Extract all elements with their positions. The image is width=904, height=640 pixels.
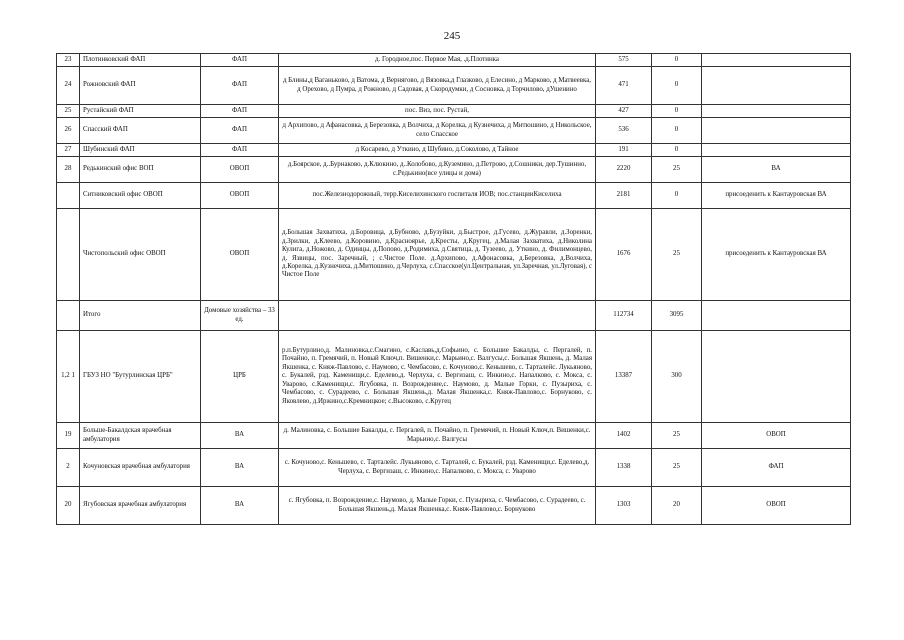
row-number <box>57 183 80 209</box>
note <box>702 105 851 118</box>
facility-name: Ягубовская врачебная амбулатория <box>80 487 201 525</box>
served-villages: д. Малиновка, с. Большие Бакалды, с. Пергалей, п. Почайно, п. Гремячий, п. Новый Ключ,п. Вишенки,с. Марьино,с. Валгусы <box>279 423 596 449</box>
facility-name: Итого <box>80 301 201 331</box>
facility-type: ОВОП <box>201 183 279 209</box>
facility-name: Спасский ФАП <box>80 118 201 144</box>
note: ОВОП <box>702 487 851 525</box>
staff-count: 25 <box>652 449 702 487</box>
staff-count: 25 <box>652 157 702 183</box>
table-row <box>57 144 851 157</box>
table-row <box>57 67 851 105</box>
served-villages: д. Городное,пос. Первое Мая, .д.Плотинка <box>279 54 596 67</box>
facility-name: Шубинский ФАП <box>80 144 201 157</box>
row-number: 19 <box>57 423 80 449</box>
row-number: 23 <box>57 54 80 67</box>
facility-type: ФАП <box>201 67 279 105</box>
facility-type: ВА <box>201 423 279 449</box>
staff-count: 300 <box>652 331 702 423</box>
table-row <box>57 449 851 487</box>
facility-name: Кочуновская врачебная амбулатория <box>80 449 201 487</box>
note: присоеденить к Кантауровская ВА <box>702 209 851 301</box>
note: ВА <box>702 157 851 183</box>
note <box>702 144 851 157</box>
served-villages: с. Ягубовка, п. Возрождение,с. Наумово, д. Малые Горки, с. Пузыриха, с. Чембасово, с. Сурадеево, с. Большая Якшень,д. Малая Якшенка,с. Княж-Павлово,с. Борнуково <box>279 487 596 525</box>
row-number: 1,2 1 <box>57 331 80 423</box>
staff-count: 0 <box>652 144 702 157</box>
table-row <box>57 423 851 449</box>
staff-count: 3095 <box>652 301 702 331</box>
note <box>702 67 851 105</box>
facility-type: ВА <box>201 449 279 487</box>
note: присоеденить к Кантауровская ВА <box>702 183 851 209</box>
population: 1676 <box>596 209 652 301</box>
staff-count: 0 <box>652 105 702 118</box>
staff-count: 0 <box>652 54 702 67</box>
facility-type: Домовые хозяйства – 33 ед. <box>201 301 279 331</box>
population: 1303 <box>596 487 652 525</box>
table-row <box>57 331 851 423</box>
row-number <box>57 301 80 331</box>
row-number <box>57 209 80 301</box>
served-villages: с. Кочуново,с. Кеньшево, с. Тарталейс. Лукьяново, с. Тарталей, с. Букалей, рзд. Каменищи,с. Еделево,д. Черлуха, с. Вергизаш, с. Инкино,с. Напалково, с. Мокса, с. Уварово <box>279 449 596 487</box>
population: 1402 <box>596 423 652 449</box>
staff-count: 0 <box>652 183 702 209</box>
row-number: 2 <box>57 449 80 487</box>
population: 1338 <box>596 449 652 487</box>
facility-type: ОВОП <box>201 157 279 183</box>
staff-count: 25 <box>652 423 702 449</box>
served-villages: д Блины,д Ваганьково, д Ватома, д Вернягово, д Вязовка,д Глазково, д Елесино, д Марково, д Матвеевка, д Орехово, д Пумра, д Рожново, д Садовая, д Скородумки, д Сосновка, д Торчилово, дУшенино <box>279 67 596 105</box>
note <box>702 54 851 67</box>
page-number: 245 <box>443 30 461 42</box>
facility-type: ФАП <box>201 105 279 118</box>
population: 575 <box>596 54 652 67</box>
note: ФАП <box>702 449 851 487</box>
facility-type: ОВОП <box>201 209 279 301</box>
served-villages <box>279 301 596 331</box>
row-number: 28 <box>57 157 80 183</box>
row-number: 27 <box>57 144 80 157</box>
served-villages: пос.Железнодорожный, терр.Киселихинского госпиталя ИОВ; пос.станцииКиселиха <box>279 183 596 209</box>
row-number: 26 <box>57 118 80 144</box>
facility-type: ФАП <box>201 54 279 67</box>
row-number: 25 <box>57 105 80 118</box>
table-row <box>57 157 851 183</box>
table-body <box>57 54 851 525</box>
population: 471 <box>596 67 652 105</box>
served-villages: р.п.Бутурлино,д. Малиновка,с.Смагино, с.Каславь,д.Софьино, с. Большие Бакалды, с. Пергалей, п. Почайно, п. Гремячий, п. Новый Ключ,п. Вишенки,с. Марьино,с. Валгусы,с. Большая Якшень, д. Малая Якшенка, с. Княж-Павлово, с. Наумово, с. Чембасово, с. Кочуново,с. Кеньшево, с. Тарталейс. Лукьяново, с. Букалей, рзд. Каменищи,с. Еделево,д. Черлуха, с. Вергизаш, с. Инкино,с. Напалково, с. Мокса, с. Уварово, с.Каменищи,с. Ягубовка, п. Возрождение,с. Наумово, д. Малые Горки, с. Пузыриха, с. Чембасово, с. Сурадеево, с. Большая Якшень,д. Малая Якшенка,с. Княж-Павлово,с. Борнуково, с. Яковлево, д.Иржино,с.Кремницкое; с.Высоково, с.Кругец <box>279 331 596 423</box>
facility-name: Рожновский ФАП <box>80 67 201 105</box>
served-villages: д Архипово, д Афанасовка, д Березовка, д Волчиха, д Корелка, д Кузнечиха, д Митюшино, д Никольское, село Спасское <box>279 118 596 144</box>
population: 112734 <box>596 301 652 331</box>
facility-name: Редькинский офис ВОП <box>80 157 201 183</box>
staff-count: 25 <box>652 209 702 301</box>
facility-name: Плотинковский ФАП <box>80 54 201 67</box>
table-row <box>57 487 851 525</box>
note <box>702 331 851 423</box>
served-villages: д.Боярское, д..Бурнаково, д.Клюкино, д..Колобово, д.Куземино, д.Петрово, д.Сошники, дер.Тушинно, с.Редькино(все улицы и дома) <box>279 157 596 183</box>
staff-count: 0 <box>652 118 702 144</box>
served-villages: д.Большая Захватиха, д.Боровица, д.Бубново, д.Бузуйки, д.Быстрое, д.Гусево, д.Журавли, д.Зоренки, д.Зрилки, д.Клеево, д.Коровино, д.Красноярье, д.Кресты, д.Кругец, д.Малая Захватиха, д.Николина Кулига, д.Ножово, д. Одинцы, д.Попово, д.Родимиха, д.Святица, д. Тузеево, д. Уткино, д. Филимонцево, д. Язвицы, пос. Заречный, ; с.Чистое Поле. д.Архипово, д.Афонасовка, д.Березовка, д.Волчиха, д.Корелка, д.Кузнечиха, д.Митюшино, д.Черлуха, с.Спасское(ул.Центральная, ул.Заречная, ул.Луговая), с Чистое Поле <box>279 209 596 301</box>
staff-count: 0 <box>652 67 702 105</box>
table-row <box>57 105 851 118</box>
note <box>702 301 851 331</box>
facility-name: Чистопольский офис ОВОП <box>80 209 201 301</box>
facility-type: ФАП <box>201 144 279 157</box>
population: 13387 <box>596 331 652 423</box>
population: 2181 <box>596 183 652 209</box>
population: 2220 <box>596 157 652 183</box>
table-row <box>57 209 851 301</box>
facility-type: ФАП <box>201 118 279 144</box>
facility-name: Больше-Бакалдская врачебная амбулатория <box>80 423 201 449</box>
facilities-table <box>56 53 851 525</box>
row-number: 24 <box>57 67 80 105</box>
table-row <box>57 118 851 144</box>
population: 427 <box>596 105 652 118</box>
facility-name: ГБУЗ НО "Бутурлинская ЦРБ" <box>80 331 201 423</box>
note: ОВОП <box>702 423 851 449</box>
table-row <box>57 54 851 67</box>
served-villages: д Косарево, д Уткино, д Шубино, д.Соколово, д Тайное <box>279 144 596 157</box>
row-number: 20 <box>57 487 80 525</box>
table-row-total <box>57 301 851 331</box>
staff-count: 20 <box>652 487 702 525</box>
note <box>702 118 851 144</box>
facility-name: Рустайский ФАП <box>80 105 201 118</box>
population: 536 <box>596 118 652 144</box>
table-row <box>57 183 851 209</box>
facility-type: ЦРБ <box>201 331 279 423</box>
facility-name: Ситниковский офис ОВОП <box>80 183 201 209</box>
served-villages: пос. Виз, пос. Рустай, <box>279 105 596 118</box>
facility-type: ВА <box>201 487 279 525</box>
population: 191 <box>596 144 652 157</box>
